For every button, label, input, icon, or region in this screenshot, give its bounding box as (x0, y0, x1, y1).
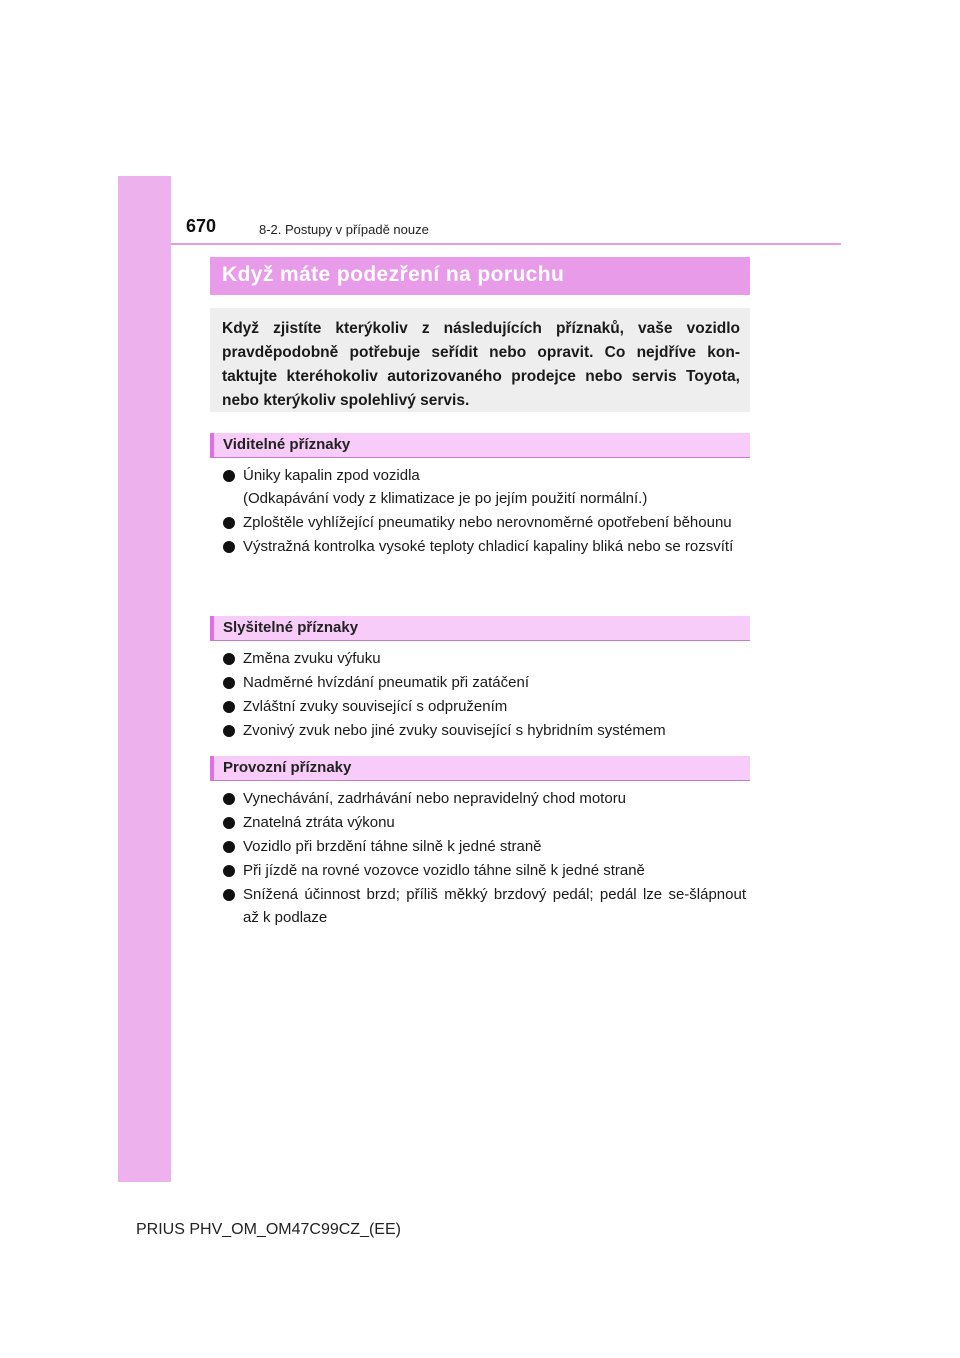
list-item-text: Zvonivý zvuk nebo jiné zvuky související s hybridním systémem (243, 722, 666, 739)
operational-symptoms-list (223, 787, 746, 930)
visible-symptoms-list (223, 464, 746, 559)
section-title-bar (210, 257, 750, 295)
header-divider (171, 243, 841, 245)
list-item (223, 787, 746, 810)
bullet-icon (223, 701, 235, 713)
intro-box (210, 308, 750, 412)
subheading-label: Slyšitelné příznaky (223, 619, 359, 636)
footer-document-code: PRIUS PHV_OM_OM47C99CZ_(EE) (136, 1221, 401, 1238)
subheading-label: Viditelné příznaky (223, 436, 351, 453)
bullet-icon (223, 517, 235, 529)
list-item (223, 535, 746, 558)
bullet-icon (223, 725, 235, 737)
bullet-icon (223, 865, 235, 877)
subheading-operational-symptoms (210, 756, 750, 781)
list-item-text: Výstražná kontrolka vysoké teploty chladicí kapaliny bliká nebo se rozsvítí (243, 538, 734, 555)
list-item-text: Vynechávání, zadrhávání nebo nepravidelný chod motoru (243, 790, 627, 807)
list-item-text: Změna zvuku výfuku (243, 650, 381, 667)
subheading-audible-symptoms (210, 616, 750, 641)
subheading-visible-symptoms (210, 433, 750, 458)
intro-text: Když zjistíte kterýkoliv z následujících příznaků, vaše vozidlo pravděpodobně potřebuje seřídit nebo opravit. Co nejdříve kon-taktujte kteréhokoliv autorizovaného prodejce nebo servis Toyota, nebo kterýkoliv spolehlivý servis. (222, 320, 740, 409)
list-item (223, 859, 746, 882)
list-item (223, 511, 746, 534)
list-item-text: Při jízdě na rovné vozovce vozidlo táhne silně k jedné straně (243, 862, 645, 879)
bullet-icon (223, 889, 235, 901)
bullet-icon (223, 841, 235, 853)
list-item-text: Úniky kapalin zpod vozidla (243, 467, 420, 484)
list-item-note: (Odkapávání vody z klimatizace je po jejím použití normální.) (243, 490, 648, 507)
chapter-side-tab (118, 176, 171, 1182)
bullet-icon (223, 793, 235, 805)
bullet-icon (223, 653, 235, 665)
breadcrumb: 8-2. Postupy v případě nouze (259, 222, 429, 237)
list-item-text: Vozidlo při brzdění táhne silně k jedné straně (243, 838, 542, 855)
bullet-icon (223, 541, 235, 553)
list-item (223, 647, 746, 670)
list-item (223, 835, 746, 858)
bullet-icon (223, 677, 235, 689)
list-item-text: Znatelná ztráta výkonu (243, 814, 395, 831)
list-item-text: Nadměrné hvízdání pneumatik při zatáčení (243, 674, 529, 691)
list-item (223, 695, 746, 718)
bullet-icon (223, 817, 235, 829)
list-item (223, 719, 746, 742)
list-item (223, 464, 746, 510)
bullet-icon (223, 470, 235, 482)
subheading-label: Provozní příznaky (223, 759, 352, 776)
list-item-text: Zvláštní zvuky související s odpružením (243, 698, 508, 715)
list-item (223, 811, 746, 834)
list-item-text: Snížená účinnost brzd; příliš měkký brzdový pedál; pedál lze se-šlápnout až k podlaze (243, 886, 746, 926)
audible-symptoms-list (223, 647, 746, 743)
section-title: Když máte podezření na poruchu (222, 263, 565, 286)
list-item-text: Zploštěle vyhlížející pneumatiky nebo nerovnoměrné opotřebení běhounu (243, 514, 732, 531)
list-item (223, 883, 746, 929)
list-item (223, 671, 746, 694)
page-number: 670 (186, 216, 217, 236)
